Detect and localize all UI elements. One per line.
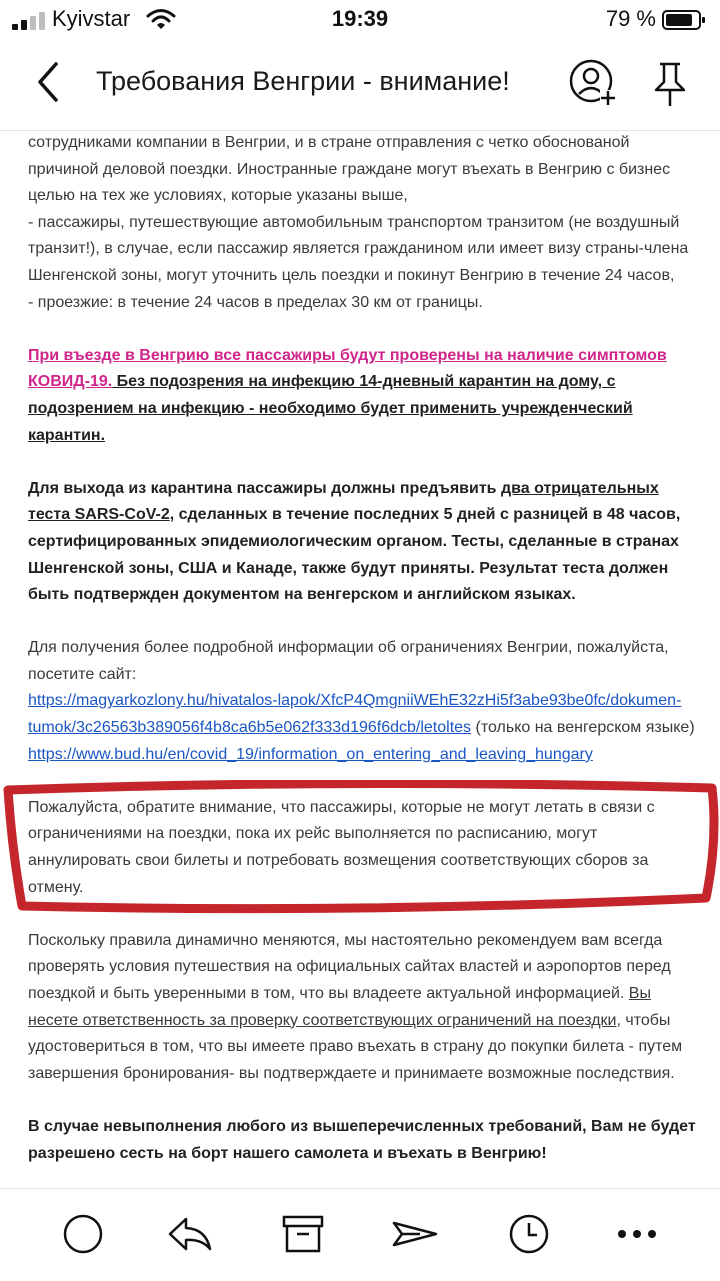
link-1-paragraph <box>28 688 696 741</box>
pin-icon[interactable] <box>648 58 692 108</box>
refund-notice-paragraph: Пожалуйста, обратите внимание, что пассажиры, которые не могут летать в связи с ограничениями на поездки, пока их рейс выполняется по расписанию, могут аннулировать свои билеты и потребовать возмещения соответствующих сборов за отмену. <box>28 798 655 896</box>
reply-icon[interactable] <box>164 1209 214 1259</box>
final-warning-paragraph: В случае невыполнения любого из вышеперечисленных требований, Вам не будет разрешено сесть на борт нашего самолета и въехать в Венгрию! <box>28 1117 696 1162</box>
magyarkozlony-link[interactable]: https://magyarkozlony.hu/hivatalos-lapok/XfcP4QmgniiWEhE32zHi5f3abe93be0fc/dokumen-tumok/3c26563b389056f4b8ca6b5e062f333d196f6dcb/letoltes <box>28 692 682 737</box>
covid-paragraph <box>28 343 696 449</box>
rules-paragraph <box>28 928 696 1088</box>
responsibility-link[interactable]: Вы несете ответственность за проверку соответствующих ограничений на поездки <box>28 985 651 1029</box>
forward-icon[interactable] <box>390 1209 440 1259</box>
carrier-name: Kyivstar <box>52 6 131 31</box>
tests-link[interactable]: два отрицательных теста SARS-CoV-2 <box>28 479 659 524</box>
bottom-toolbar <box>0 1188 720 1281</box>
clock-time: 19:39 <box>331 6 389 31</box>
clock-icon[interactable] <box>504 1209 554 1259</box>
rules-start-text: Поскольку правила динамично меняются, мы настоятельно рекомендуем вам всегда проверять условия путешествия на официальных сайтах властей и аэропортов перед поездкой и быть уверенными в том, что вы владеете актуальной информацией. <box>28 931 671 1002</box>
battery-icon <box>662 10 706 30</box>
exit-start-text: Для выхода из карантина пассажиры должны предъявить <box>28 479 501 497</box>
message-body <box>28 130 696 1194</box>
intro-paragraph-1: сотрудниками компании в Венгрии, и в стране отправления с четко обоснованой причиной деловой поездки. Иностранные граждане могут въехать в Венгрию с бизнес целью на тех же условиях, которые указаны выше, <box>28 134 671 205</box>
back-icon[interactable] <box>30 60 70 104</box>
page-title: Требования Венгрии - внимание! <box>96 66 510 96</box>
covid-rest-text: Без подозрения на инфекцию 14-дневный карантин на дому, с подозрением на инфекцию - необходимо будет применить учрежденческий карантин. <box>28 373 633 444</box>
rules-rest-text: , чтобы удостовериться в том, что вы имеете право въехать в страну до покупки билета - путем завершения бронирования- вы подтверждаете и принимаете возможные последствия. <box>28 1011 683 1082</box>
circle-icon[interactable] <box>58 1209 108 1259</box>
message-header <box>0 40 720 131</box>
add-contact-icon[interactable] <box>568 58 618 108</box>
red-marker-highlight <box>0 780 720 920</box>
battery-percent: 79 % <box>605 6 656 31</box>
exit-rest-text: , сделанных в течение последних 5 дней с разницей в 48 часов, сертифицированных эпидемиологическим органом. Тесты, сделанные в странах Шенгенской зоны, США и Канаде, также будут приняты. Результат теста должен быть подтвержден документом на венгерском и английском языках. <box>28 506 681 604</box>
link-1-note: (только на венгерском языке) <box>471 719 695 737</box>
archive-icon[interactable] <box>278 1209 328 1259</box>
more-icon[interactable] <box>612 1209 662 1259</box>
covid-highlight-text: При въезде в Венгрию все пассажиры будут проверены на наличие симптомов КОВИД-19. <box>28 346 667 391</box>
bud-hu-link[interactable]: https://www.bud.hu/en/covid_19/information_on_entering_and_leaving_hungary <box>28 745 593 763</box>
intro-paragraph-2: - пассажиры, путешествующие автомобильным транспортом транзитом (не воздушный транзит!), в случае, если пассажир является гражданином или имеет визу страны-члена Шенгенской зоны, могут уточнить цель поездки и покинут Венгрию в течение 24 часов, <box>28 213 689 284</box>
link-2-paragraph <box>28 742 696 769</box>
info-paragraph: Для получения более подробной информации об ограничениях Венгрии, пожалуйста, посетите сайт: <box>28 639 669 683</box>
quarantine-exit-paragraph <box>28 476 696 609</box>
status-bar <box>0 0 720 40</box>
intro-paragraph-3: - проезжие: в течение 24 часов в пределах 30 км от границы. <box>28 293 483 311</box>
